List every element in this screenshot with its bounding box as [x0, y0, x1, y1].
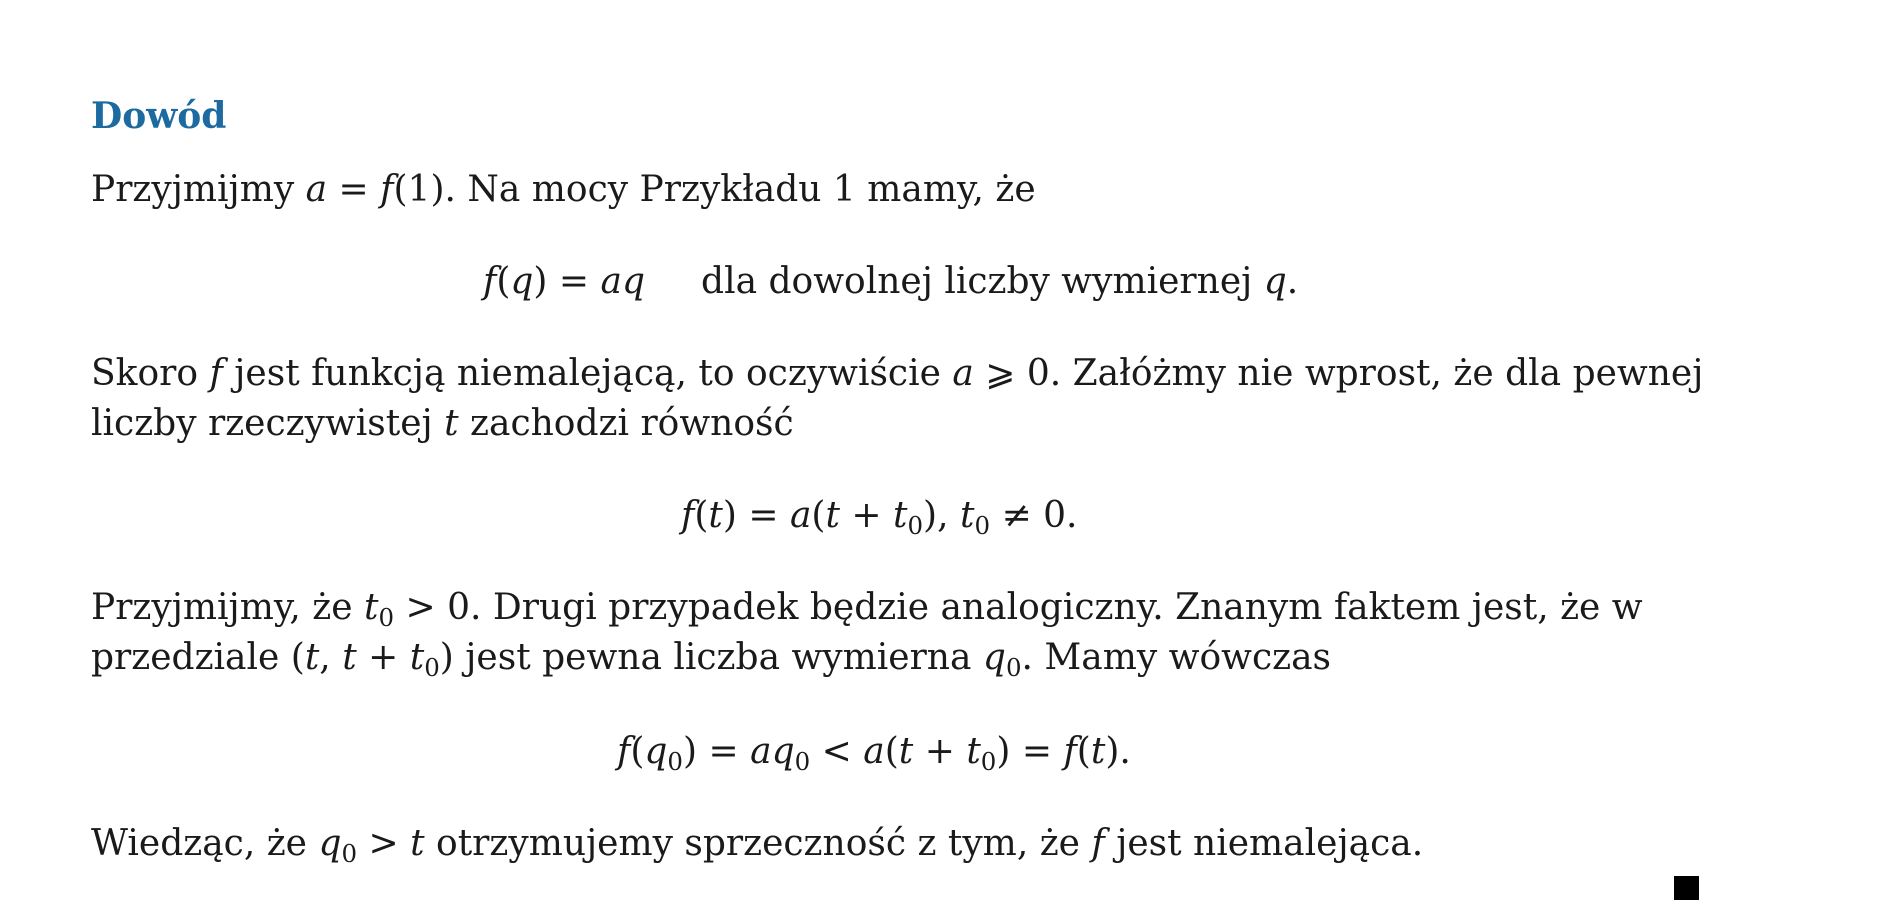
- math-subscript: 0: [974, 510, 991, 540]
- math-text: ≠ 0.: [990, 495, 1078, 536]
- math-var: a: [305, 169, 328, 210]
- math-text: <: [810, 731, 864, 772]
- text: (1). Na mocy Przykładu 1 mamy, że: [393, 169, 1036, 210]
- math-subscript: 0: [980, 746, 997, 776]
- math-subscript: 0: [341, 838, 358, 868]
- text: +: [356, 637, 410, 678]
- qed-square-icon: [1674, 876, 1699, 900]
- math-var: q: [1263, 261, 1287, 302]
- math-var: f: [380, 169, 394, 210]
- math-var: t: [825, 495, 840, 536]
- paragraph-1: [91, 169, 1036, 210]
- math-text: (: [630, 731, 645, 772]
- text: jest funkcją niemalejącą, to oczywiście: [222, 353, 953, 394]
- proof-heading: Dowód: [91, 95, 227, 137]
- math-var: a: [789, 495, 812, 536]
- math-text: (: [694, 495, 709, 536]
- math-text: +: [839, 495, 893, 536]
- text: ,: [319, 637, 343, 678]
- equation-1: [483, 261, 1299, 302]
- math-var: q: [982, 637, 1006, 678]
- math-var: f: [681, 495, 695, 536]
- text: ⩾ 0. Załóżmy nie wprost, że dla pewnej: [973, 353, 1704, 394]
- math-var: t: [304, 637, 320, 678]
- math-text: ) =: [996, 731, 1064, 772]
- math-var: a: [863, 731, 885, 772]
- math-var: t: [708, 495, 723, 536]
- math-subscript: 0: [907, 510, 924, 540]
- math-text: ),: [923, 495, 960, 536]
- math-text: (: [1076, 731, 1091, 772]
- math-var: t: [444, 403, 459, 444]
- math-var: t: [409, 637, 425, 678]
- text: >: [357, 823, 411, 864]
- math-var: f: [483, 261, 497, 302]
- equation-3: [617, 731, 1131, 776]
- math-var: q: [510, 261, 534, 302]
- text: Przyjmijmy: [91, 169, 306, 210]
- text: jest niemalejąca.: [1104, 823, 1424, 864]
- math-var: t: [959, 495, 975, 536]
- math-subscript: 0: [794, 746, 811, 776]
- math-text: .: [1286, 261, 1299, 302]
- equation-text: dla dowolnej liczby wymiernej: [701, 261, 1264, 302]
- equation-2: [681, 495, 1078, 540]
- math-var: a: [952, 353, 974, 394]
- math-var: t: [893, 495, 908, 536]
- math-var: t: [364, 587, 379, 628]
- math-var: t: [410, 823, 425, 864]
- text: Przyjmijmy, że: [91, 587, 365, 628]
- text: Wiedząc, że: [91, 823, 319, 864]
- paragraph-3-line-1: [91, 587, 1643, 632]
- text: liczby rzeczywistej: [91, 403, 445, 444]
- math-text: ) =: [722, 495, 790, 536]
- text: =: [327, 169, 381, 210]
- math-var: f: [1091, 823, 1105, 864]
- text: przedziale (: [91, 637, 305, 678]
- math-var: aq: [600, 261, 646, 302]
- math-var: f: [1063, 731, 1077, 772]
- math-var: q: [644, 731, 668, 772]
- math-text: ).: [1105, 731, 1131, 772]
- math-subscript: 0: [378, 602, 395, 632]
- math-text: ) =: [533, 261, 601, 302]
- math-var: t: [966, 731, 981, 772]
- text: ) jest pewna liczba wymierna: [439, 637, 983, 678]
- math-var: f: [617, 731, 631, 772]
- paragraph-2-line-2: [91, 403, 794, 444]
- text: . Mamy wówczas: [1021, 637, 1332, 678]
- math-var: f: [209, 353, 223, 394]
- math-text: (: [496, 261, 511, 302]
- math-var: aq: [750, 731, 795, 772]
- text: Skoro: [91, 353, 210, 394]
- math-text: +: [913, 731, 967, 772]
- text: otrzymujemy sprzeczność z tym, że: [424, 823, 1092, 864]
- math-subscript: 0: [1005, 652, 1022, 682]
- math-text: (: [811, 495, 826, 536]
- paragraph-3-line-2: [91, 637, 1332, 682]
- proof-page: [91, 0, 1704, 900]
- math-var: t: [898, 731, 914, 772]
- math-var: t: [1090, 731, 1106, 772]
- math-var: q: [318, 823, 342, 864]
- math-text: ) =: [683, 731, 751, 772]
- paragraph-2-line-1: [91, 353, 1704, 394]
- math-var: t: [342, 637, 357, 678]
- text: > 0. Drugi przypadek będzie analogiczny. Znanym faktem jest, że w: [394, 587, 1643, 628]
- paragraph-4: [91, 823, 1424, 868]
- math-subscript: 0: [424, 652, 440, 682]
- math-text: (: [884, 731, 899, 772]
- text: zachodzi równość: [458, 403, 794, 444]
- math-subscript: 0: [667, 746, 683, 776]
